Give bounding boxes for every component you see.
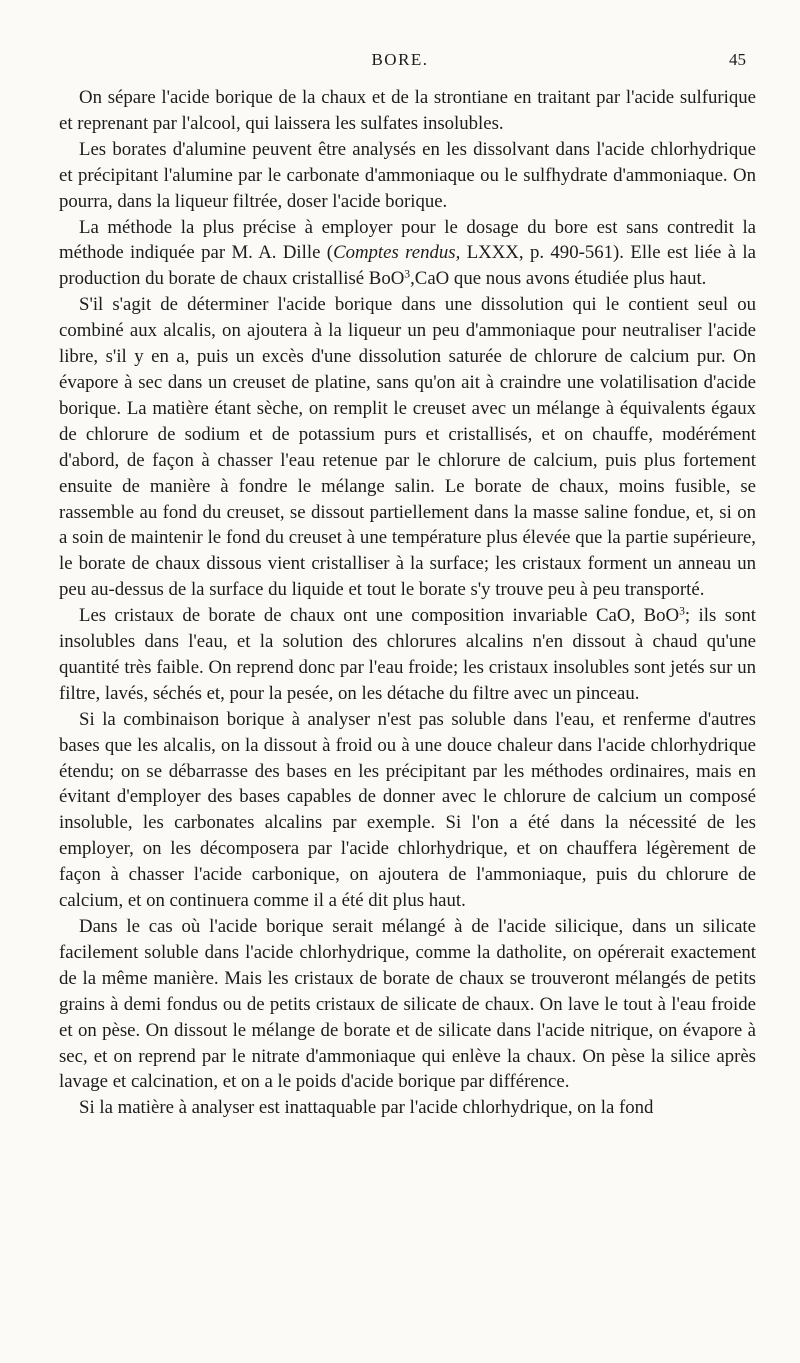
paragraph-3-text-b: LXXX, p. 490-561). Elle est liée à la production du borate de chaux cristallisé BoO — [59, 242, 756, 290]
paragraph-6: Si la combinaison borique à analyser n'est pas soluble dans l'eau, et renferme d'autres bases que les alcalis, on la dissout à froid ou à une douce chaleur dans l'acide chlorhydrique étendu; on se débarrasse des bases en les précipitant par les méthodes ordinaires, mais en évitant d'employer des bases capables de donner avec le chlorure de calcium un composé insoluble, les carbonates alcalins par exemple. Si l'on a été dans la nécessité de les employer, on les décomposera par l'acide chlorhydrique, et on chauffera légèrement de façon à chasser l'acide carbonique, on ajoutera de l'ammoniaque, puis du chlorure de calcium, et on continuera comme il a été dit plus haut. — [59, 708, 756, 912]
formula-superscript: 3 — [404, 267, 411, 281]
paragraph-7: Dans le cas où l'acide borique serait mélangé à de l'acide silicique, dans un silicate facilement soluble dans l'acide chlorhydrique, comme la datholite, on opérerait exactement de la même manière. Mais les cristaux de borate de chaux se trouveront mélangés de petits grains à demi fondus ou de petits cristaux de silicate de chaux. On lave le tout à l'eau froide et on pèse. On dissout le mélange de borate et de silicate dans l'acide nitrique, on évapore à sec, et on reprend par le nitrate d'ammoniaque qui enlève la chaux. On pèse la silice après lavage et calcination, et on a le poids d'acide borique par différence. — [59, 916, 756, 1093]
citation-title: Comptes rendus, — [333, 242, 461, 264]
paragraph-3-text-c: ,CaO que nous avons étudiée plus haut. — [410, 268, 707, 290]
paragraph-5-text-b: ; ils sont insolubles dans l'eau, et la solution des chlorures alcalins n'en dissout à chaud qu'une quantité très faible. On reprend donc par l'eau froide; les cristaux insolubles sont jetés sur un filtre, lavés, séchés et, pour la pesée, on les détache du filtre avec un pinceau. — [59, 605, 756, 704]
paragraph-5 — [59, 603, 756, 707]
paragraph-3 — [59, 215, 756, 293]
paragraph-5-text-a: Les cristaux de borate de chaux ont une composition invariable CaO, BoO — [79, 605, 680, 627]
page-number: 45 — [729, 50, 746, 69]
body-text — [59, 85, 756, 1121]
formula-superscript: 3 — [679, 604, 685, 618]
paragraph-2: Les borates d'alumine peuvent être analysés en les dissolvant dans l'acide chlorhydrique et précipitant l'alumine par le carbonate d'ammoniaque ou le sulfhydrate d'ammoniaque. On pourra, dans la liqueur filtrée, doser l'acide borique. — [59, 138, 756, 212]
paragraph-3-text-a: La méthode la plus précise à employer pour le dosage du bore est sans contredit la méthode indiquée par M. A. Dille ( — [59, 216, 756, 264]
running-title: BORE. — [371, 50, 429, 69]
paragraph-4: S'il s'agit de déterminer l'acide borique dans une dissolution qui le contient seul ou combiné aux alcalis, on ajoutera à la liqueur un peu d'ammoniaque pour neutraliser l'acide libre, s'il y en a, puis un excès d'une dissolution saturée de chlorure de calcium pur. On évapore à sec dans un creuset de platine, sans qu'on ait à craindre une volatilisation d'acide borique. La matière étant sèche, on remplit le creuset avec un mélange à équivalents égaux de chlorure de sodium et de potassium purs et cristallisés, et on chauffe, modérément d'abord, de façon à chasser l'eau retenue par le chlorure de calcium, puis plus fortement ensuite de manière à fondre le mélange salin. Le borate de chaux, moins fusible, se rassemble au fond du creuset, se dissout partiellement dans la masse saline fondue, et, si on a soin de maintenir le fond du creuset à une température plus élevée que la partie supérieure, le borate de chaux dissous vient cristalliser à la surface; les cristaux forment un anneau un peu au-dessus de la surface du liquide et tout le borate s'y trouve peu à peu transporté. — [59, 294, 756, 601]
paragraph-8: Si la matière à analyser est inattaquable par l'acide chlorhydrique, on la fond — [79, 1097, 654, 1119]
page-header — [0, 50, 800, 76]
paragraph-1: On sépare l'acide borique de la chaux et de la strontiane en traitant par l'acide sulfurique et reprenant par l'alcool, qui laissera les sulfates insolubles. — [59, 87, 756, 134]
